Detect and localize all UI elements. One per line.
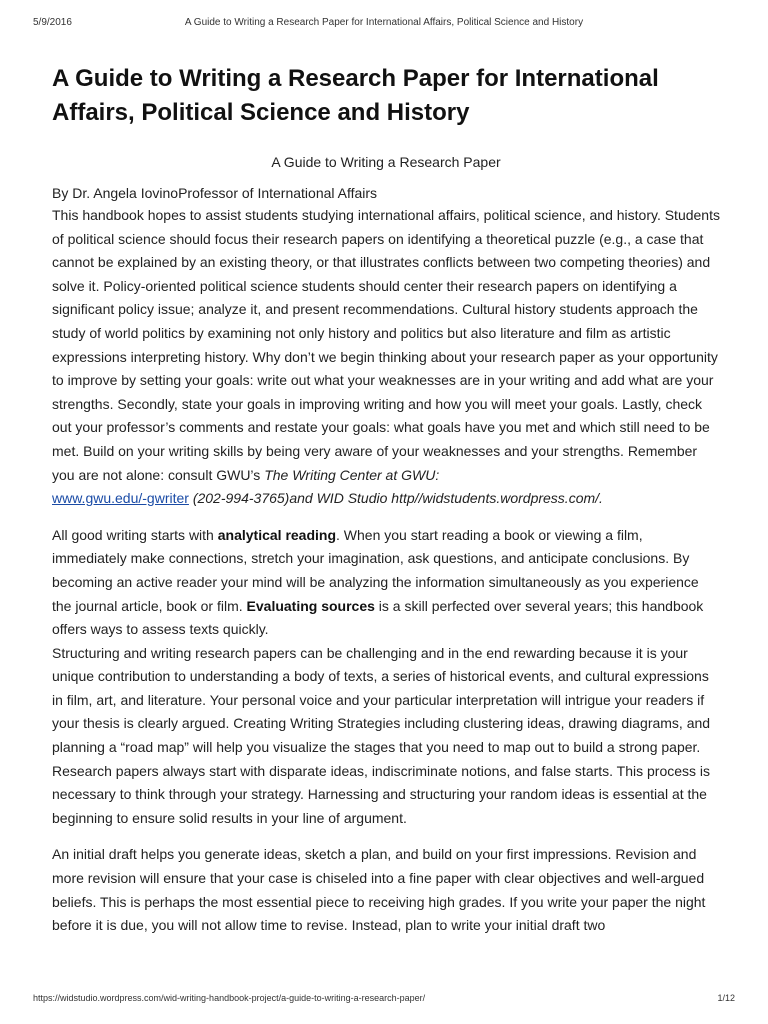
p2-text-end: is a skill perfected over several years; this handbook offers ways to assess texts quickly.: [52, 597, 704, 638]
p2-text-start: All good writing starts with: [52, 526, 218, 543]
p2-text-mid: . When you start reading a book or viewing a film, immediately make connections, stretch your imagination, ask questions, and anticipate conclusions. By becoming an active reader your mind will be analyzing the information simultaneously as you experience the journal article, book or film.: [52, 526, 699, 614]
gwriter-link[interactable]: www.gwu.edu/-gwriter: [52, 490, 189, 507]
paragraph-initial-draft: An initial draft helps you generate ideas, sketch a plan, and build on your first impressions. Revision and more revision will ensure that your case is chiseled into a fine paper with clear objectives and well-argued beliefs. This is perhaps the most essential piece to receiving high grades. If you write your paper the night before it is due, you will not allow time to revise. Instead, plan to write your initial draft two: [52, 846, 706, 934]
print-page-number: 1/12: [717, 993, 735, 1003]
print-page-title: A Guide to Writing a Research Paper for International Affairs, Political Science and History: [184, 17, 584, 28]
writing-center-phone: (202-994-3765): [188, 490, 290, 507]
print-footer: [0, 993, 768, 1007]
evaluating-sources-term: Evaluating sources: [246, 597, 375, 614]
print-header: [0, 17, 768, 31]
wid-studio-text: and WID Studio http//widstudents.wordpress.com/.: [289, 490, 603, 507]
intro-text: This handbook hopes to assist students studying international affairs, political science, and history. Students of political science should focus their research papers on identifying a theoretical puzzle (e.g., a case that cannot be explained by an existing theory, or that illustrates conflicts between two competing theories) and solve it. Policy-oriented political science students should center their research papers on identifying a significant policy issue; analyze it, and present recommendations. Cultural history students approach the study of world politics by examining not only history and politics but also literature and film as artistic expressions interpreting history. Why don’t we begin thinking about your research paper as your opportunity to improve by setting your goals: write out what your weaknesses are in your writing and add what are your strengths. Secondly, state your goals in improving writing and how you will meet your goals. Lastly, check out your professor’s comments and restate your goals: what goals have you met and which still need to be met. Build on your writing skills by being very aware of your weaknesses and your strengths. Remember you are not alone: consult GWU’s: [52, 207, 720, 483]
print-url: https://widstudio.wordpress.com/wid-writing-handbook-project/a-guide-to-writing-a-research-paper/: [33, 993, 426, 1003]
author-byline: By Dr. Angela IovinoProfessor of International Affairs: [52, 185, 378, 201]
article-title: A Guide to Writing a Research Paper for International Affairs, Political Science and History: [52, 65, 659, 126]
writing-center-name: The Writing Center at GWU:: [264, 466, 440, 483]
paragraph-intro: [52, 204, 720, 511]
paragraph-analytical-reading: [52, 524, 720, 642]
paragraph-structuring: Structuring and writing research papers can be challenging and in the end rewarding because it is your unique contribution to understanding a body of texts, a series of historical events, and cultural expressions in film, art, and literature. Your personal voice and your particular interpretation will intrigue your readers if your thesis is clearly argued. Creating Writing Strategies including clustering ideas, drawing diagrams, and planning a “road map” will help you visualize the stages that you need to map out to build a strong paper. Research papers always start with disparate ideas, indiscriminate notions, and false starts. This process is necessary to think through your strategy. Harnessing and structuring your random ideas is essential at the beginning to ensure solid results in your line of argument.: [52, 644, 711, 826]
analytical-reading-term: analytical reading: [217, 526, 337, 543]
article-subtitle: A Guide to Writing a Research Paper: [271, 154, 501, 170]
print-date: 5/9/2016: [33, 17, 72, 28]
article: [52, 62, 720, 938]
